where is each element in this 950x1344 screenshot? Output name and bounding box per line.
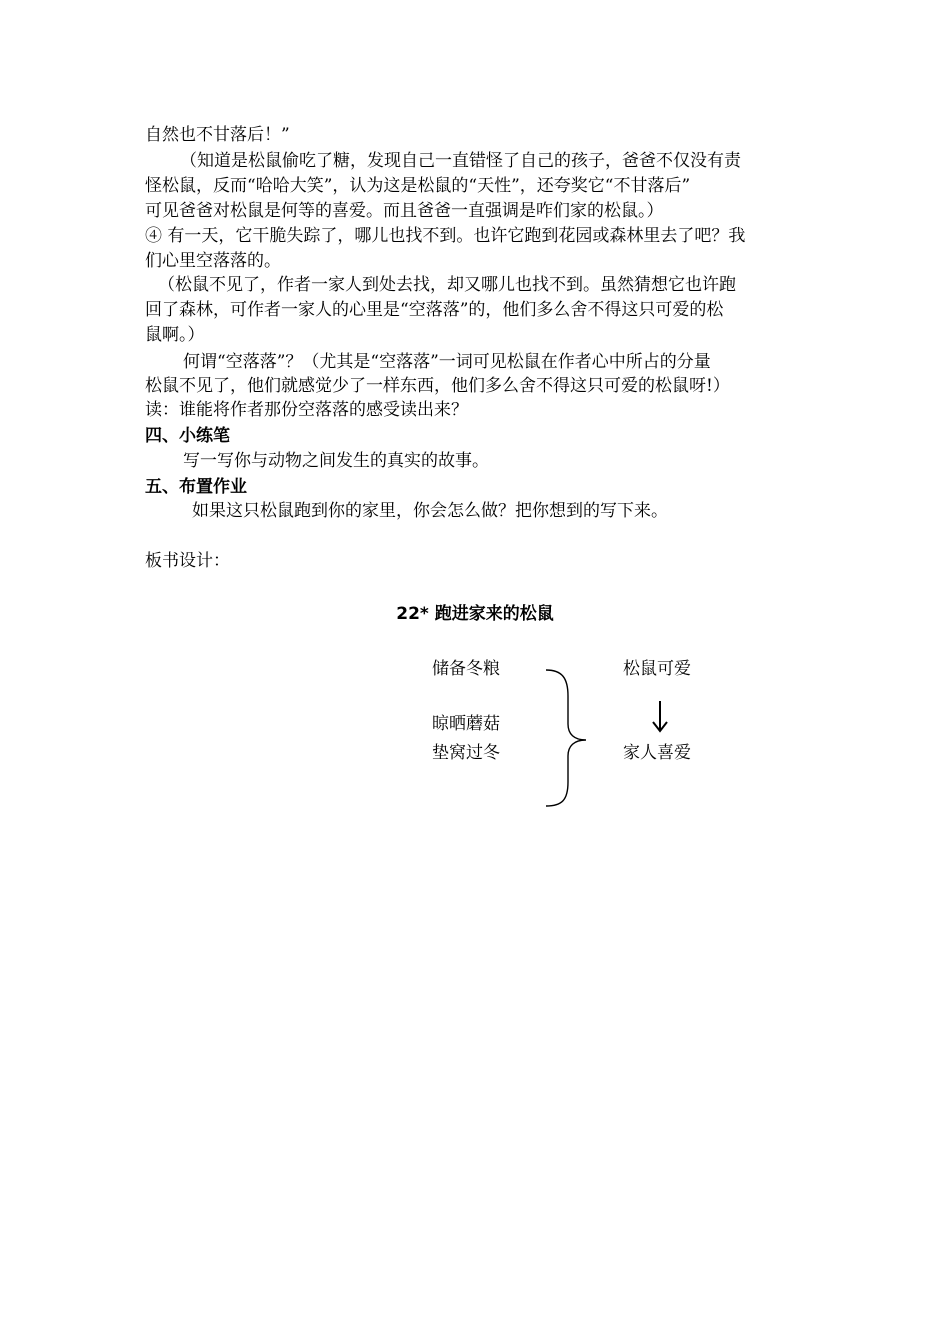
text-line: 自然也不甘落后！”: [145, 125, 290, 145]
text-line: ④ 有一天，它干脆失踪了，哪儿也找不到。也许它跑到花园或森林里去了吧？我: [145, 226, 746, 246]
board-design-label: 板书设计：: [145, 551, 230, 571]
text-line: 读：谁能将作者那份空落落的感受读出来？: [145, 400, 468, 420]
section-text-homework: 如果这只松鼠跑到你的家里，你会怎么做？把你想到的写下来。: [192, 501, 668, 521]
text-line: 怪松鼠，反而“哈哈大笑”，认为这是松鼠的“天性”，还夸奖它“不甘落后”: [145, 176, 691, 196]
section-heading-homework: 五、布置作业: [145, 477, 247, 497]
board-left-item: 晾晒蘑菇: [432, 714, 500, 734]
text-line: 何谓“空落落”？（尤其是“空落落”一词可见松鼠在作者心中所占的分量: [183, 352, 711, 372]
text-line: 鼠啊。）: [145, 325, 205, 345]
text-line: 们心里空落落的。: [145, 251, 281, 271]
arrow-down-icon: [650, 700, 670, 734]
text-line: （松鼠不见了，作者一家人到处去找，却又哪儿也找不到。虽然猜想它也许跑: [158, 275, 736, 295]
board-title: 22* 跑进家来的松鼠: [396, 604, 554, 624]
board-right-top: 松鼠可爱: [623, 659, 691, 679]
text-line: 可见爸爸对松鼠是何等的喜爱。而且爸爸一直强调是咋们家的松鼠。）: [145, 201, 664, 221]
board-left-item: 垫窝过冬: [432, 743, 500, 763]
board-right-bottom: 家人喜爱: [623, 743, 691, 763]
section-heading-practice: 四、小练笔: [145, 426, 230, 446]
text-line: 松鼠不见了，他们就感觉少了一样东西，他们多么舍不得这只可爱的松鼠呀!）: [145, 376, 730, 396]
section-text-practice: 写一写你与动物之间发生的真实的故事。: [183, 451, 489, 471]
text-line: 回了森林，可作者一家人的心里是“空落落”的，他们多么舍不得这只可爱的松: [145, 300, 724, 320]
board-left-item: 储备冬粮: [432, 659, 500, 679]
curly-brace-icon: [540, 668, 590, 810]
text-line: （知道是松鼠偷吃了糖，发现自己一直错怪了自己的孩子，爸爸不仅没有责: [180, 151, 741, 171]
